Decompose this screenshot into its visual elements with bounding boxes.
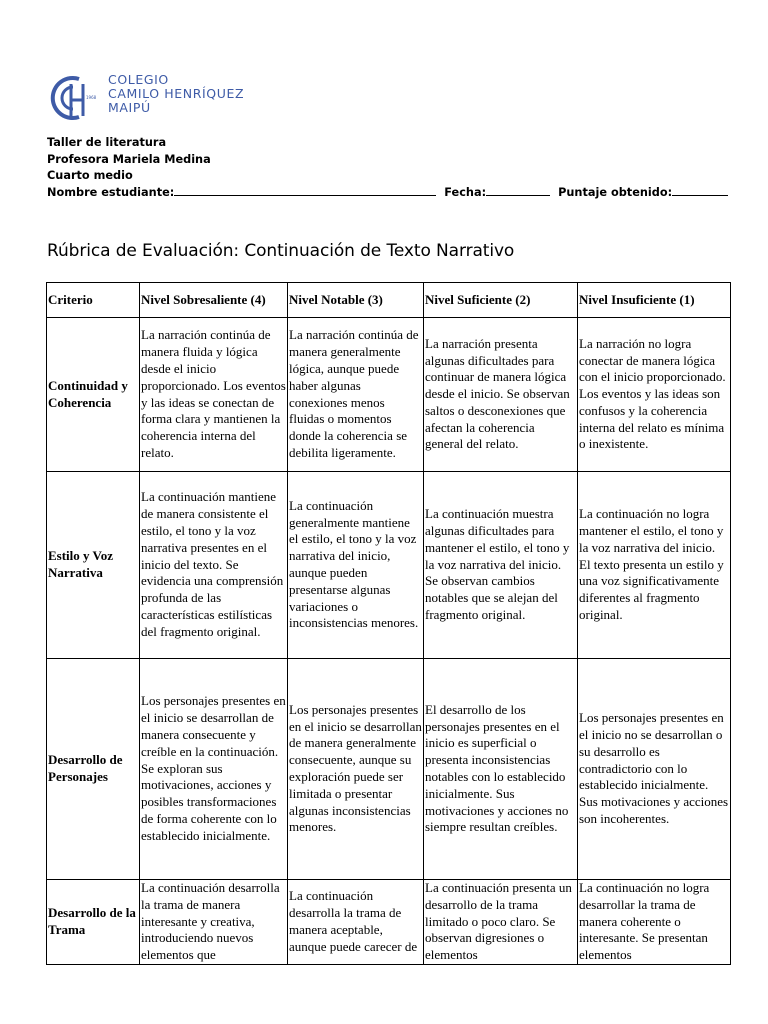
school-logo: [46, 70, 246, 126]
logo-line: CAMILO HENRÍQUEZ: [108, 86, 245, 101]
school-crest-icon: [46, 70, 106, 126]
course-name: Taller de literatura: [47, 136, 167, 149]
document-header: [47, 135, 728, 201]
descriptor-cell: Los personajes presentes en el inicio se desarrollan de manera generalmente consecuente, aunque su exploración puede ser limitada o presentar algunas inconsistencias menores.: [288, 659, 424, 880]
descriptor-cell: La continuación desarrolla la trama de manera aceptable, aunque puede carecer de: [288, 880, 424, 965]
table-row: [47, 318, 731, 472]
rubric-table: [46, 282, 731, 965]
descriptor-cell: La continuación no logra mantener el estilo, el tono y la voz narrativa del inicio. El texto presenta un estilo y una voz significativamente diferentes al fragmento original.: [578, 472, 731, 659]
student-name-blank[interactable]: [174, 185, 436, 196]
table-row: [47, 472, 731, 659]
score-blank[interactable]: [672, 185, 728, 196]
logo-line: MAIPÚ: [108, 100, 151, 115]
grade-level: Cuarto medio: [47, 169, 133, 182]
logo-line: COLEGIO: [108, 72, 169, 87]
descriptor-cell: La narración no logra conectar de manera lógica con el inicio proporcionado. Los eventos y las ideas son confusos y la coherencia interna del relato es mínima o inexistente.: [578, 318, 731, 472]
criterion-cell: Estilo y Voz Narrativa: [47, 472, 140, 659]
criterion-cell: Desarrollo de la Trama: [47, 880, 140, 965]
teacher-name: Profesora Mariela Medina: [47, 152, 211, 166]
criterion-cell: Desarrollo de Personajes: [47, 659, 140, 880]
table-header-row: [47, 283, 731, 318]
descriptor-cell: La continuación no logra desarrollar la trama de manera coherente o interesante. Se presentan elementos: [578, 880, 731, 965]
date-label: Fecha:: [444, 185, 487, 199]
descriptor-cell: La continuación presenta un desarrollo de la trama limitado o poco claro. Se observan digresiones o elementos: [424, 880, 578, 965]
student-name-label: Nombre estudiante:: [47, 185, 175, 199]
logo-year: 1968: [86, 95, 97, 100]
table-row: [47, 880, 731, 965]
descriptor-cell: Los personajes presentes en el inicio se desarrollan de manera consecuente y creíble en la continuación. Se exploran sus motivaciones, acciones y posibles transformaciones de forma coherente con lo establecido inicialmente.: [140, 659, 288, 880]
logo-wordmark: [108, 73, 244, 115]
descriptor-cell: La narración presenta algunas dificultades para continuar de manera lógica desde el inicio. Se observan saltos o desconexiones que afectan la coherencia general del relato.: [424, 318, 578, 472]
student-fields-row: [47, 185, 728, 202]
descriptor-cell: El desarrollo de los personajes presentes en el inicio es superficial o presenta inconsistencias notables con lo establecido inicialmente. Sus motivaciones y acciones no siempre resultan creíbles.: [424, 659, 578, 880]
descriptor-cell: La continuación mantiene de manera consistente el estilo, el tono y la voz narrativa presentes en el inicio del texto. Se evidencia una comprensión profunda de las características estilísticas del fragmento original.: [140, 472, 288, 659]
table-row: [47, 659, 731, 880]
descriptor-cell: La narración continúa de manera generalmente lógica, aunque puede haber algunas conexiones menos fluidas o momentos donde la coherencia se debilita ligeramente.: [288, 318, 424, 472]
column-header-criterion: Criterio: [47, 283, 140, 318]
column-header-level-4: Nivel Sobresaliente (4): [140, 283, 288, 318]
column-header-level-3: Nivel Notable (3): [288, 283, 424, 318]
column-header-level-2: Nivel Suficiente (2): [424, 283, 578, 318]
descriptor-cell: La continuación muestra algunas dificultades para mantener el estilo, el tono y la voz narrativa del inicio. Se observan cambios notables que se alejan del fragmento original.: [424, 472, 578, 659]
column-header-level-1: Nivel Insuficiente (1): [578, 283, 731, 318]
score-label: Puntaje obtenido:: [558, 185, 673, 199]
document-title: Rúbrica de Evaluación: Continuación de Texto Narrativo: [47, 241, 515, 261]
date-blank[interactable]: [486, 185, 550, 196]
criterion-cell: Continuidad y Coherencia: [47, 318, 140, 472]
descriptor-cell: La narración continúa de manera fluida y lógica desde el inicio proporcionado. Los eventos y las ideas se conectan de forma clara y mantienen la coherencia interna del relato.: [140, 318, 288, 472]
descriptor-cell: La continuación generalmente mantiene el estilo, el tono y la voz narrativa del inicio, aunque pueden presentarse algunas variaciones o inconsistencias menores.: [288, 472, 424, 659]
descriptor-cell: La continuación desarrolla la trama de manera interesante y creativa, introduciendo nuevos elementos que: [140, 880, 288, 965]
descriptor-cell: Los personajes presentes en el inicio no se desarrollan o su desarrollo es contradictorio con lo establecido inicialmente. Sus motivaciones y acciones son incoherentes.: [578, 659, 731, 880]
